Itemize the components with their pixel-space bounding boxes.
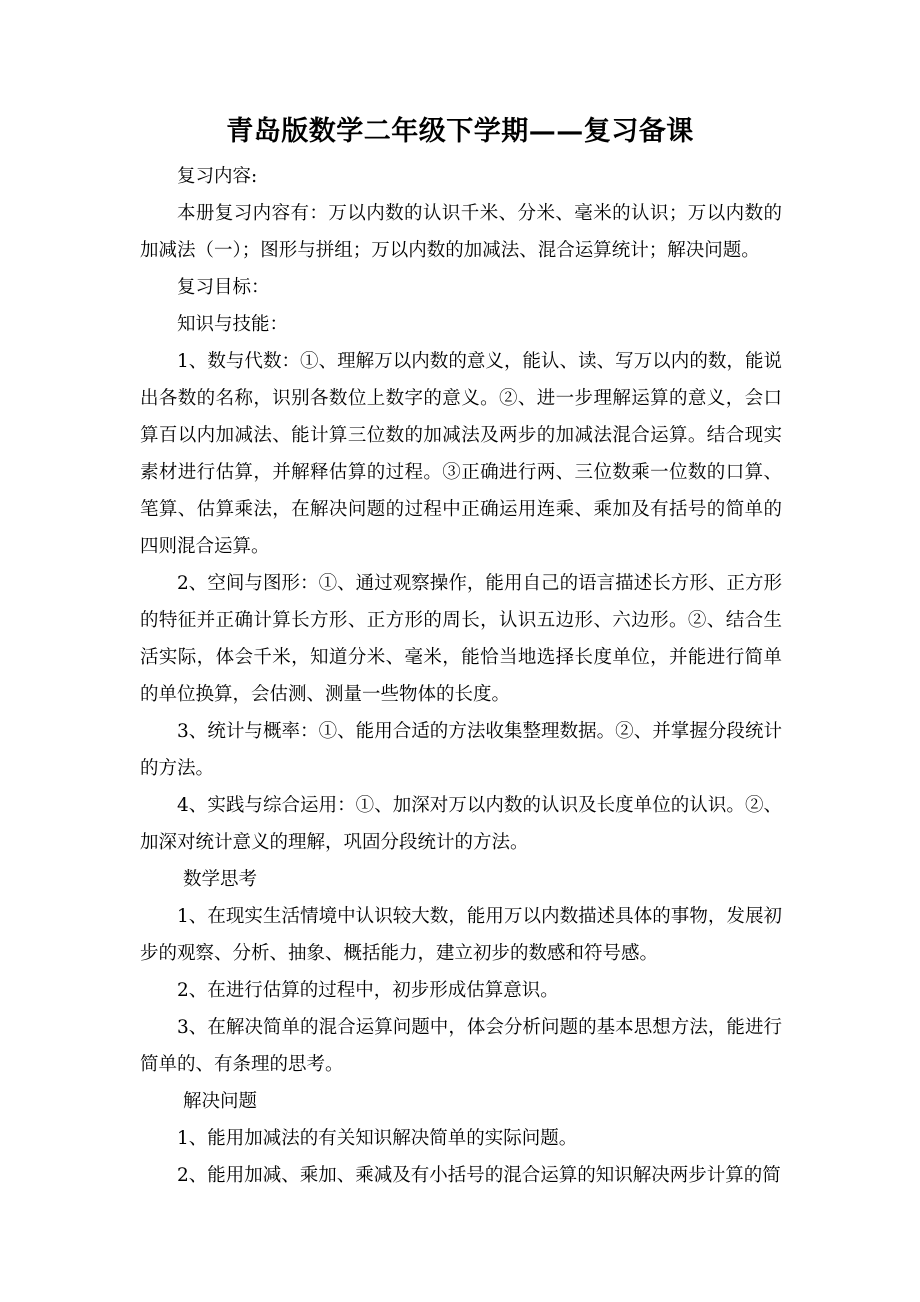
paragraph-thinking-1: 1、在现实生活情境中认识较大数，能用万以内数描述具体的事物，发展初步的观察、分析、抽象、概括能力，建立初步的数感和符号感。: [140, 906, 782, 964]
paragraph-problem-1: 1、能用加减法的有关知识解决简单的实际问题。: [177, 1128, 578, 1149]
document-body: [140, 158, 782, 1194]
paragraph-thinking-3: 3、在解决简单的混合运算问题中，体会分析问题的基本思想方法，能进行简单的、有条理的思考。: [140, 1017, 782, 1075]
section-heading-review-goals: 复习目标：: [177, 277, 270, 298]
section-heading-knowledge-skills: 知识与技能：: [177, 314, 289, 335]
paragraph-statistics-probability: 3、统计与概率：①、能用合适的方法收集整理数据。②、并掌握分段统计的方法。: [140, 721, 782, 779]
paragraph-review-content: 本册复习内容有：万以内数的认识千米、分米、毫米的认识；万以内数的加减法（一）；图形与拼组；万以内数的加减法、混合运算统计；解决问题。: [140, 203, 782, 261]
document-title: 青岛版数学二年级下学期——复习备课: [226, 116, 694, 147]
paragraph-space-shapes: 2、空间与图形：①、通过观察操作，能用自己的语言描述长方形、正方形的特征并正确计算长方形、正方形的周长，认识五边形、六边形。②、结合生活实际，体会千米，知道分米、毫米，能恰当地选择长度单位，并能进行简单的单位换算，会估测、测量一些物体的长度。: [140, 573, 782, 705]
section-heading-problem-solving: 解决问题: [183, 1091, 258, 1112]
paragraph-thinking-2: 2、在进行估算的过程中，初步形成估算意识。: [177, 980, 559, 1001]
paragraph-numbers-algebra: 1、数与代数：①、理解万以内数的意义，能认、读、写万以内的数，能说出各数的名称，识别各数位上数字的意义。②、进一步理解运算的意义，会口算百以内加减法、能计算三位数的加减法及两步的加减法混合运算。结合现实素材进行估算，并解释估算的过程。③正确进行两、三位数乘一位数的口算、笔算、估算乘法，在解决问题的过程中正确运用连乘、乘加及有括号的简单的四则混合运算。: [140, 351, 782, 557]
section-heading-review-content: 复习内容:: [177, 166, 258, 187]
paragraph-problem-2: 2、能用加减、乘加、乘减及有小括号的混合运算的知识解决两步计算的简: [177, 1165, 781, 1186]
section-heading-math-thinking: 数学思考: [183, 869, 258, 890]
paragraph-practice-application: 4、实践与综合运用：①、加深对万以内数的认识及长度单位的认识。②、加深对统计意义的理解，巩固分段统计的方法。: [140, 795, 782, 853]
